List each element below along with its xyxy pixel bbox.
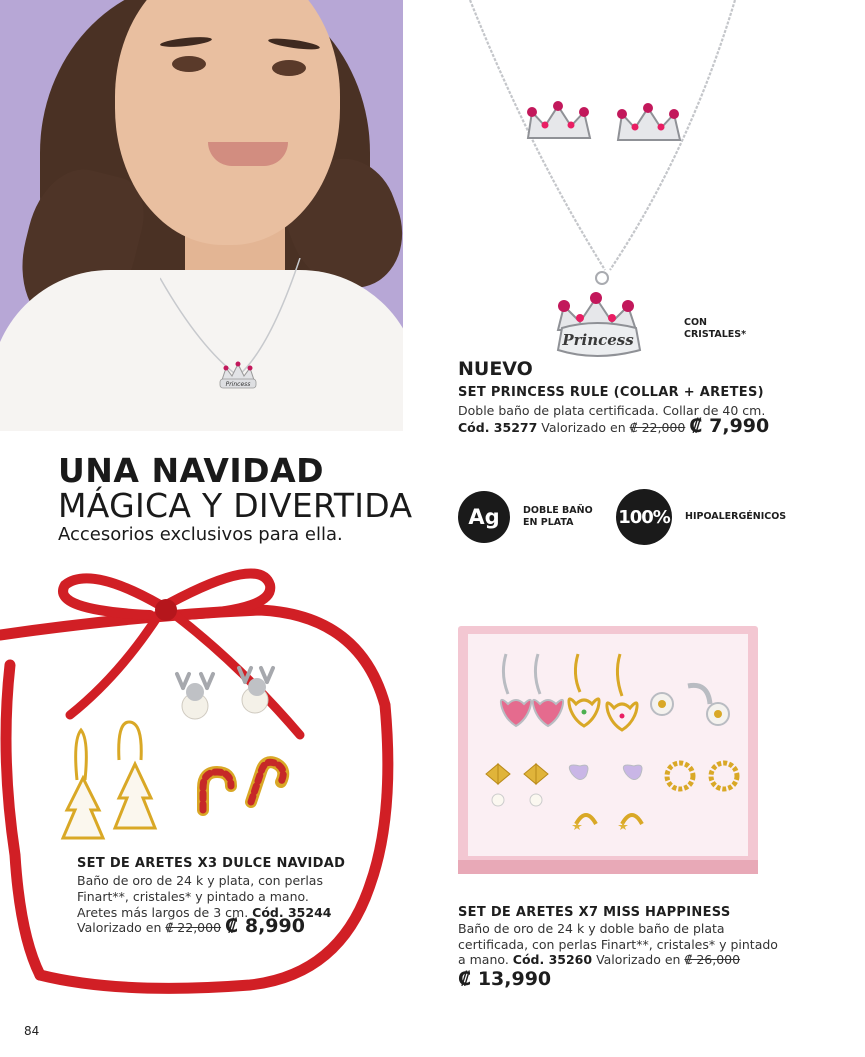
crystals-callout: CON CRISTALES* — [684, 317, 747, 340]
pendant-text: Princess — [562, 331, 634, 349]
smile — [208, 142, 288, 166]
happiness-valued-label: Valorizado en — [596, 952, 681, 967]
princess-necklace-image — [440, 0, 770, 360]
crown-earring-left-icon — [527, 101, 590, 138]
silver-badge-icon: Ag — [458, 491, 510, 543]
happiness-price: ₡ 13,990 — [458, 968, 552, 990]
rainbow-star-earring-icon — [572, 815, 642, 830]
princess-product-name: SET PRINCESS RULE (COLLAR + ARETES) — [458, 385, 764, 400]
princess-price-line — [458, 415, 770, 437]
navidad-description-1: Baño de oro de 24 k y plata, con perlas — [77, 873, 323, 888]
princess-code: Cód. 35277 — [458, 420, 538, 435]
happiness-product-name: SET DE ARETES X7 MISS HAPPINESS — [458, 905, 731, 920]
navidad-old-price: ₡ 22,000 — [165, 920, 222, 935]
gift-box-lip — [458, 860, 758, 874]
eye-right — [272, 60, 306, 76]
headline-title: UNA NAVIDAD — [58, 451, 325, 490]
princess-description: Doble baño de plata certificada. Collar de 40 cm. — [458, 403, 766, 418]
eye-left — [172, 56, 206, 72]
hypoallergenic-badge-label: HIPOALERGÉNICOS — [685, 511, 787, 522]
heart-earring-gold-icon — [569, 654, 637, 730]
butterfly-earring-icon — [569, 765, 642, 780]
heart-earring-pink-icon — [501, 654, 563, 726]
crown-pendant-icon — [558, 292, 640, 356]
princess-valued-label: Valorizado en — [541, 420, 626, 435]
princess-old-price: ₡ 22,000 — [629, 420, 686, 435]
navidad-earrings-image — [55, 660, 295, 850]
navidad-price-line — [77, 915, 305, 937]
flower-earring-icon — [651, 685, 729, 725]
navidad-description-2: Finart**, cristales* y pintado a mano. — [77, 889, 309, 904]
navidad-code: Cód. 35244 — [252, 905, 332, 920]
bow-pearl-earring-icon — [486, 764, 548, 806]
crown-earring-right-icon — [617, 103, 680, 140]
princess-price: ₡ 7,990 — [689, 415, 770, 437]
hero-pendant-text: Princess — [225, 381, 251, 388]
headline-subtitle: MÁGICA Y DIVERTIDA — [58, 486, 413, 525]
happiness-code: Cód. 35260 — [512, 952, 593, 967]
page-number: 84 — [24, 1024, 40, 1038]
hero-photo — [0, 0, 403, 431]
miss-happiness-earrings-image — [468, 634, 748, 856]
happiness-old-price: ₡ 26,000 — [684, 952, 741, 967]
happiness-description-1: Baño de oro de 24 k y doble baño de plata — [458, 921, 725, 936]
hypoallergenic-badge-icon: 100% — [616, 489, 672, 545]
reindeer-earring-left-icon — [177, 674, 213, 719]
headline-tagline: Accesorios exclusivos para ella. — [58, 524, 343, 545]
miss-happiness-gift-box — [458, 626, 758, 874]
wreath-earring-icon — [667, 763, 737, 789]
tree-earring-right-icon — [115, 722, 155, 828]
happiness-price-line — [458, 951, 740, 968]
navidad-product-name: SET DE ARETES X3 DULCE NAVIDAD — [77, 856, 346, 871]
silver-badge-label: DOBLE BAÑO EN PLATA — [523, 505, 593, 528]
navidad-price: ₡ 8,990 — [225, 915, 305, 937]
happiness-description-3: a mano. — [458, 952, 509, 967]
candy-cane-right-icon — [251, 762, 283, 802]
navidad-description-3: Aretes más largos de 3 cm. — [77, 905, 249, 920]
hero-necklace-icon — [160, 258, 310, 398]
new-tag: NUEVO — [458, 358, 533, 380]
reindeer-earring-right-icon — [239, 668, 273, 713]
happiness-description-2: certificada, con perlas Finart**, cristales* y pintado — [458, 937, 778, 952]
navidad-valued-label: Valorizado en — [77, 920, 162, 935]
candy-cane-left-icon — [203, 772, 231, 810]
tree-earring-left-icon — [63, 730, 103, 838]
